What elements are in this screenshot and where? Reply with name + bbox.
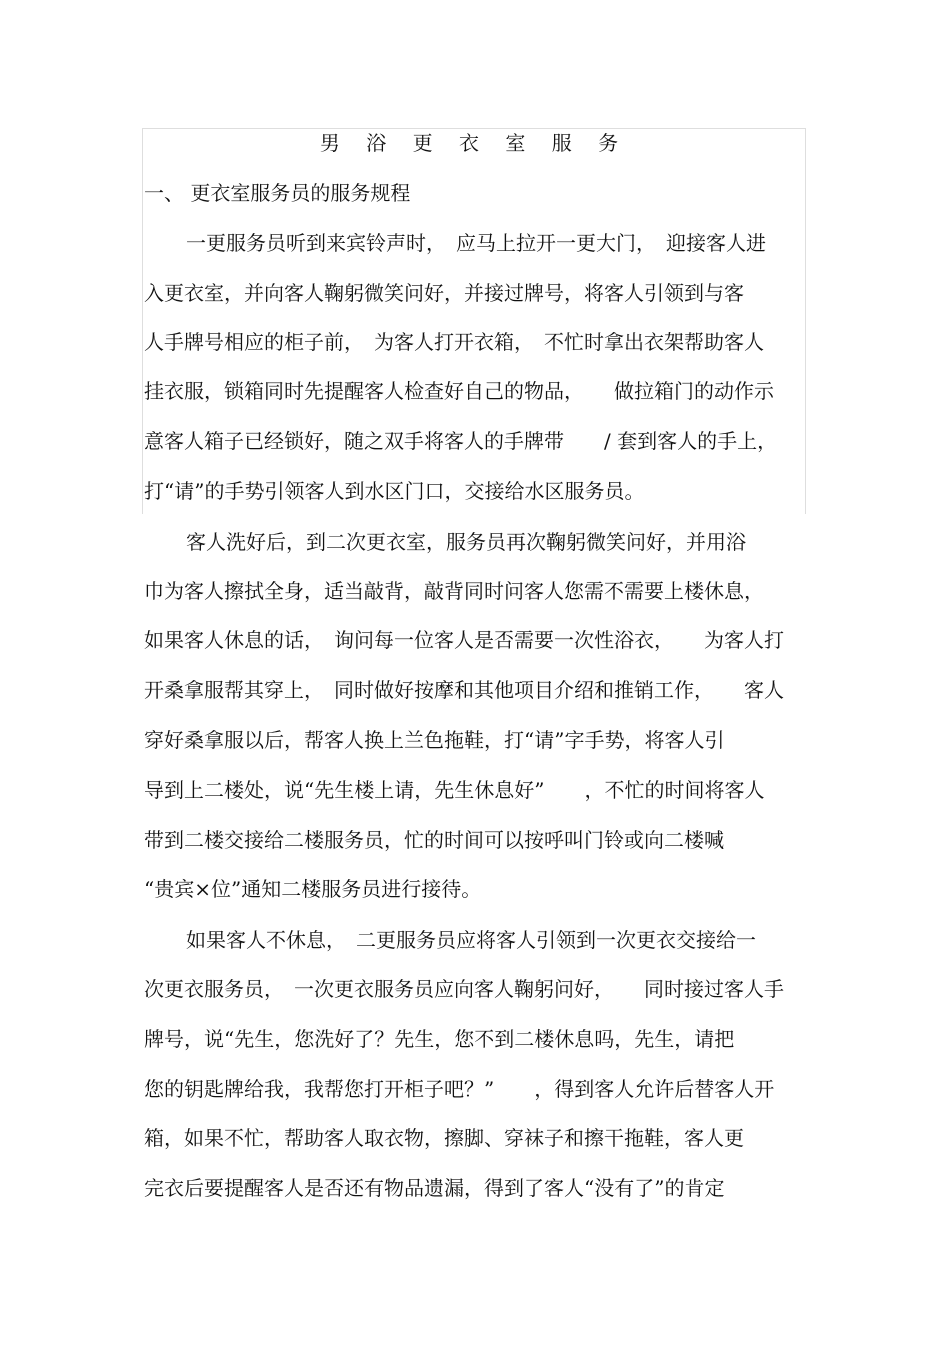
paragraph-line: 如果客人不休息， 二更服务员应将客人引领到一次更衣交接给一 <box>186 928 756 952</box>
paragraph-line: 带到二楼交接给二楼服务员，忙的时间可以按呼叫门铃或向二楼喊 <box>144 828 724 852</box>
section-heading: 一、 更衣室服务员的服务规程 <box>144 181 411 205</box>
paragraph-line: 挂衣服，锁箱同时先提醒客人检查好自己的物品， 做拉箱门的动作示 <box>144 379 774 403</box>
paragraph-line: 意客人箱子已经锁好，随之双手将客人的手牌带 / 套到客人的手上， <box>144 429 778 453</box>
paragraph-line: 牌号，说“先生，您洗好了？先生，您不到二楼休息吗，先生，请把 <box>144 1027 735 1051</box>
paragraph-line: 巾为客人擦拭全身，适当敲背，敲背同时问客人您需不需要上楼休息， <box>144 579 764 603</box>
paragraph-line: 如果客人休息的话， 询问每一位客人是否需要一次性浴衣， 为客人打 <box>144 628 784 652</box>
paragraph-line: 穿好桑拿服以后，帮客人换上兰色拖鞋，打“请”字手势，将客人引 <box>144 728 725 752</box>
paragraph-line: 您的钥匙牌给我，我帮您打开柜子吧？” ，得到客人允许后替客人开 <box>144 1077 775 1101</box>
paragraph-line: 次更衣服务员， 一次更衣服务员应向客人鞠躬问好， 同时接过客人手 <box>144 977 784 1001</box>
paragraph-line: 打“请”的手势引领客人到水区门口，交接给水区服务员。 <box>144 479 645 503</box>
paragraph-line: 导到上二楼处，说“先生楼上请，先生休息好” ，不忙的时间将客人 <box>144 778 765 802</box>
paragraph-line: 一更服务员听到来宾铃声时， 应马上拉开一更大门， 迎接客人进 <box>186 231 766 255</box>
paragraph-line: 入更衣室，并向客人鞠躬微笑问好，并接过牌号，将客人引领到与客 <box>144 281 744 305</box>
paragraph-line: “贵宾×位”通知二楼服务员进行接待。 <box>144 877 482 901</box>
paragraph-line: 箱，如果不忙，帮助客人取衣物，擦脚、穿袜子和擦干拖鞋，客人更 <box>144 1126 744 1150</box>
paragraph-line: 客人洗好后，到二次更衣室，服务员再次鞠躬微笑问好，并用浴 <box>186 530 746 554</box>
paragraph-line: 完衣后要提醒客人是否还有物品遗漏，得到了客人“没有了”的肯定 <box>144 1176 725 1200</box>
paragraph-line: 开桑拿服帮其穿上， 同时做好按摩和其他项目介绍和推销工作， 客人 <box>144 678 784 702</box>
document-title: 男 浴 更 衣 室 服 务 <box>319 131 629 155</box>
paragraph-line: 人手牌号相应的柜子前， 为客人打开衣箱， 不忙时拿出衣架帮助客人 <box>144 330 764 354</box>
